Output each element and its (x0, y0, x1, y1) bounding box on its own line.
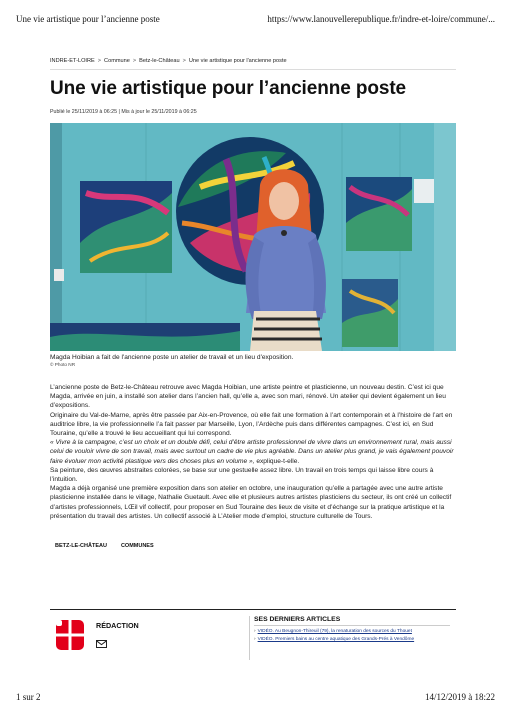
print-header-title: Une vie artistique pour l’ancienne poste (16, 14, 160, 24)
breadcrumb (50, 58, 456, 67)
footer-section (50, 609, 456, 642)
nouvelle-republique-logo[interactable] (54, 618, 86, 652)
print-header-url[interactable]: https://www.lanouvellerepublique.fr/indre-et-loire/commune/... (267, 14, 495, 24)
artist-quote: « Vivre à la campagne, c’est un choix et un double défi, celui d’être artiste professionnel de vivre dans un environnement rural, mais aussi celui de vouloir vivre de son travail, mais avec surtout un cadre de vie plus agréable. Dans un atelier plus grand, je vais également pouvoir faire évoluer mon activité plastique vers des choses plus en volume », (50, 439, 454, 465)
print-header (16, 14, 495, 28)
print-datetime: 14/12/2019 à 18:22 (425, 692, 495, 702)
page-title: Une vie artistique pour l’ancienne poste (50, 78, 407, 99)
paragraph-4: Magda a déjà organisé une première exposition dans son atelier en octobre, une inauguration qu’elle a partagée avec une autre artiste plasticienne installée dans le village, Nathalie Guetault. Avec elle et plusieurs autres artistes plasticiens du secteur, ils ont créé un collectif d’artistes professionnels, LŒil vif collectif, pour proposer en Sud Touraine des lieux de visite et d’échange sur la pratique artistique et la présentation du travail des artistes. Un collectif associé à L’Atelier mode d’emploi, structure culturelle de Tours. (50, 485, 452, 520)
breadcrumb-item-department[interactable]: INDRE-ET-LOIRE (50, 58, 95, 64)
chevron-right-icon: › (254, 637, 256, 642)
paragraph-3: Sa peinture, des œuvres abstraites colorées, se base sur une gestuelle assez libre. Un travail en trois temps qui laisse libre cours à l’intuition. (50, 466, 434, 484)
print-page-number: 1 sur 2 (16, 692, 41, 702)
breadcrumb-divider (50, 69, 456, 70)
breadcrumb-separator: > (132, 58, 137, 64)
article-content (50, 58, 456, 549)
artist-photo-illustration (50, 123, 456, 351)
latest-articles-title: SES DERNIERS ARTICLES (254, 616, 341, 623)
tag-betz-le-chateau[interactable]: BETZ-LE-CHÂTEAU (55, 543, 107, 550)
print-footer (16, 692, 495, 706)
quote-attribution: explique-t-elle. (254, 457, 300, 465)
paragraph-2: Originaire du Val-de-Marne, après être passée par Aix-en-Provence, où elle fait une formation à l’art contemporain et à l’histoire de l’art en auditrice libre, la vie professionnelle l’a fait passer par Marseille, Lyon, l’Ardèche puis dans différentes campagnes. C’est ici, en Sud Touraine, qu’elle a trouvé le lieu accueillant qui lui correspond. (50, 411, 453, 438)
photo-caption: Magda Hoibian a fait de l'ancienne poste un atelier de travail et un lieu d'exposition. (50, 354, 294, 361)
latest-article-link[interactable] (254, 637, 454, 642)
latest-articles (254, 616, 454, 642)
chevron-right-icon: › (254, 629, 256, 634)
breadcrumb-item-commune[interactable]: Commune (104, 58, 130, 64)
article-dateline: Publié le 25/11/2019 à 06:25 | Mis à jour le 25/11/2019 à 06:25 (50, 109, 197, 115)
paragraph-1: L’ancienne poste de Betz-le-Château retrouve avec Magda Hoibian, une artiste peintre et plasticienne, un nouveau destin. C’est ici que Magda, arrivée en juin, a installé son atelier dans l’ancien hall, qu’elle a, avec son mari, rénové. Un atelier qui devient également un lieu d’expositions. (50, 384, 446, 410)
article-body (50, 383, 456, 521)
redaction-label: RÉDACTION (96, 621, 139, 630)
footer-column-divider (249, 616, 250, 660)
latest-articles-divider (254, 625, 450, 626)
quote-paragraph (50, 438, 456, 466)
breadcrumb-separator: > (182, 58, 186, 64)
tag-communes[interactable]: COMMUNES (120, 543, 154, 550)
article-photo (50, 123, 456, 351)
breadcrumb-item-town[interactable]: Betz-le-Château (139, 58, 180, 64)
tag-list (50, 543, 456, 549)
breadcrumb-item-current: Une vie artistique pour l'ancienne poste (188, 58, 287, 64)
latest-article-title: VIDÉO. Premiers bains au centre aquatique des Grands-Prés à Vendôme (257, 637, 415, 642)
latest-article-title: VIDÉO. Au Beugnon-Thireuil (79), la renaturation des sources du Thouet (257, 629, 412, 634)
footer-divider (50, 609, 456, 610)
mail-icon[interactable] (96, 640, 107, 648)
photo-credit: © Photo NR (50, 362, 76, 367)
redaction-block (54, 618, 244, 664)
breadcrumb-separator: > (97, 58, 102, 64)
latest-article-link[interactable] (254, 629, 454, 634)
